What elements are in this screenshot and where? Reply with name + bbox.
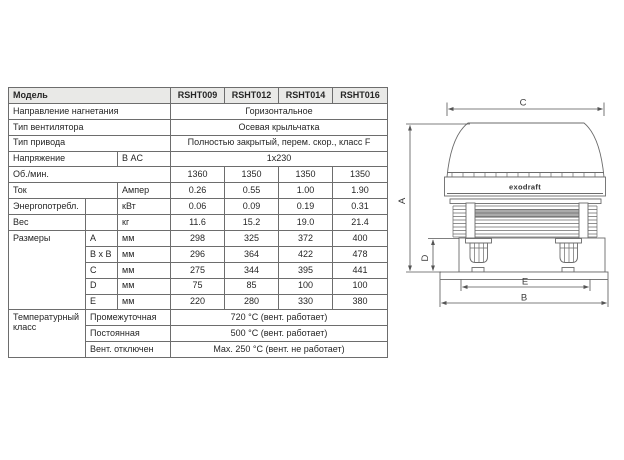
spec-cell: 500 °C (вент. работает) bbox=[171, 326, 388, 342]
spec-cell: 11.6 bbox=[171, 215, 225, 231]
spec-cell: 298 bbox=[171, 231, 225, 247]
spec-cell: Осевая крыльчатка bbox=[171, 119, 388, 135]
spec-cell: мм bbox=[118, 231, 171, 247]
spec-cell: мм bbox=[118, 278, 171, 294]
support-post-left bbox=[466, 203, 475, 240]
spec-cell: Вент. отключен bbox=[86, 342, 171, 358]
header-cell: RSHT014 bbox=[279, 88, 333, 104]
spec-cell: Напряжение bbox=[9, 151, 118, 167]
spec-row bbox=[9, 119, 388, 135]
spec-cell: B x B bbox=[86, 246, 118, 262]
spec-cell: A bbox=[86, 231, 118, 247]
spec-cell: 100 bbox=[279, 278, 333, 294]
spec-cell: 1.90 bbox=[333, 183, 388, 199]
spec-cell: 100 bbox=[333, 278, 388, 294]
spec-cell: 0.06 bbox=[171, 199, 225, 215]
dim-label-a: A bbox=[397, 197, 408, 205]
louver-grille bbox=[453, 203, 597, 240]
spec-header-row bbox=[9, 88, 388, 104]
spec-row bbox=[9, 135, 388, 151]
spec-cell: 1360 bbox=[171, 167, 225, 183]
spec-cell: 1x230 bbox=[171, 151, 388, 167]
spec-table-body bbox=[9, 88, 388, 358]
spec-cell: Об./мин. bbox=[9, 167, 171, 183]
spec-cell: 344 bbox=[225, 262, 279, 278]
dim-label-b: B bbox=[520, 292, 528, 304]
spec-cell: D bbox=[86, 278, 118, 294]
spec-cell: C bbox=[86, 262, 118, 278]
spec-cell: 380 bbox=[333, 294, 388, 310]
spec-row bbox=[9, 215, 388, 231]
spec-cell: 21.4 bbox=[333, 215, 388, 231]
spec-cell bbox=[86, 199, 118, 215]
spec-cell: мм bbox=[118, 262, 171, 278]
spec-row bbox=[9, 231, 388, 247]
spec-cell: 478 bbox=[333, 246, 388, 262]
fan-hood bbox=[447, 123, 604, 177]
dim-label-c: C bbox=[519, 97, 527, 109]
base-tab-right bbox=[562, 268, 574, 273]
spec-cell: Тип вентилятора bbox=[9, 119, 171, 135]
spec-cell: Вес bbox=[9, 215, 86, 231]
spec-cell: 19.0 bbox=[279, 215, 333, 231]
spec-cell: 296 bbox=[171, 246, 225, 262]
spec-cell: 400 bbox=[333, 231, 388, 247]
spec-cell: 325 bbox=[225, 231, 279, 247]
spec-cell: 85 bbox=[225, 278, 279, 294]
spec-cell: 1350 bbox=[333, 167, 388, 183]
base-tab-left bbox=[472, 268, 484, 273]
spec-cell: 0.26 bbox=[171, 183, 225, 199]
spec-cell: 372 bbox=[279, 231, 333, 247]
spec-cell: Постоянная bbox=[86, 326, 171, 342]
spec-cell: 1.00 bbox=[279, 183, 333, 199]
spec-cell: 280 bbox=[225, 294, 279, 310]
spec-cell: Направление нагнетания bbox=[9, 103, 171, 119]
spec-row bbox=[9, 151, 388, 167]
spec-cell: Температурный класс bbox=[9, 310, 86, 358]
spec-cell: 330 bbox=[279, 294, 333, 310]
spec-cell: 0.19 bbox=[279, 199, 333, 215]
spec-cell: Промежуточная bbox=[86, 310, 171, 326]
header-cell: RSHT012 bbox=[225, 88, 279, 104]
dim-label-e: E bbox=[521, 276, 529, 288]
spec-cell: кВт bbox=[118, 199, 171, 215]
spec-cell: 15.2 bbox=[225, 215, 279, 231]
spec-cell: 422 bbox=[279, 246, 333, 262]
header-cell: RSHT009 bbox=[171, 88, 225, 104]
spec-cell: Ток bbox=[9, 183, 118, 199]
spec-cell: 395 bbox=[279, 262, 333, 278]
spec-row bbox=[9, 183, 388, 199]
spec-cell: 0.09 bbox=[225, 199, 279, 215]
spec-cell: 275 bbox=[171, 262, 225, 278]
spec-cell: 364 bbox=[225, 246, 279, 262]
spec-cell: Ампер bbox=[118, 183, 171, 199]
spec-cell: Размеры bbox=[9, 231, 86, 310]
support-post-right bbox=[579, 203, 588, 240]
spec-cell: 0.31 bbox=[333, 199, 388, 215]
spec-cell: 1350 bbox=[225, 167, 279, 183]
spec-cell: Тип привода bbox=[9, 135, 171, 151]
spec-cell: 220 bbox=[171, 294, 225, 310]
spec-cell: В AC bbox=[118, 151, 171, 167]
header-cell: Модель bbox=[9, 88, 171, 104]
spec-table bbox=[8, 87, 388, 358]
spec-cell: 0.55 bbox=[225, 183, 279, 199]
spec-cell: Энергопотребл. bbox=[9, 199, 86, 215]
spec-cell: 441 bbox=[333, 262, 388, 278]
fan-body bbox=[440, 123, 608, 280]
spec-cell: Max. 250 °C (вент. не работает) bbox=[171, 342, 388, 358]
spec-row bbox=[9, 310, 388, 326]
spec-cell: 1350 bbox=[279, 167, 333, 183]
header-cell: RSHT016 bbox=[333, 88, 388, 104]
spec-row bbox=[9, 167, 388, 183]
spec-row bbox=[9, 103, 388, 119]
spec-cell bbox=[86, 215, 118, 231]
spec-cell: 75 bbox=[171, 278, 225, 294]
spec-cell: 720 °C (вент. работает) bbox=[171, 310, 388, 326]
spec-row bbox=[9, 199, 388, 215]
spec-cell: E bbox=[86, 294, 118, 310]
spec-cell: мм bbox=[118, 246, 171, 262]
fan-dimension-drawing bbox=[395, 82, 624, 312]
spec-cell: кг bbox=[118, 215, 171, 231]
exodraft-logo-text: exodraft bbox=[509, 182, 541, 192]
dim-label-d: D bbox=[420, 254, 431, 262]
spec-cell: мм bbox=[118, 294, 171, 310]
spec-cell: Полностью закрытый, перем. скор., класс F bbox=[171, 135, 388, 151]
spec-cell: Горизонтальное bbox=[171, 103, 388, 119]
